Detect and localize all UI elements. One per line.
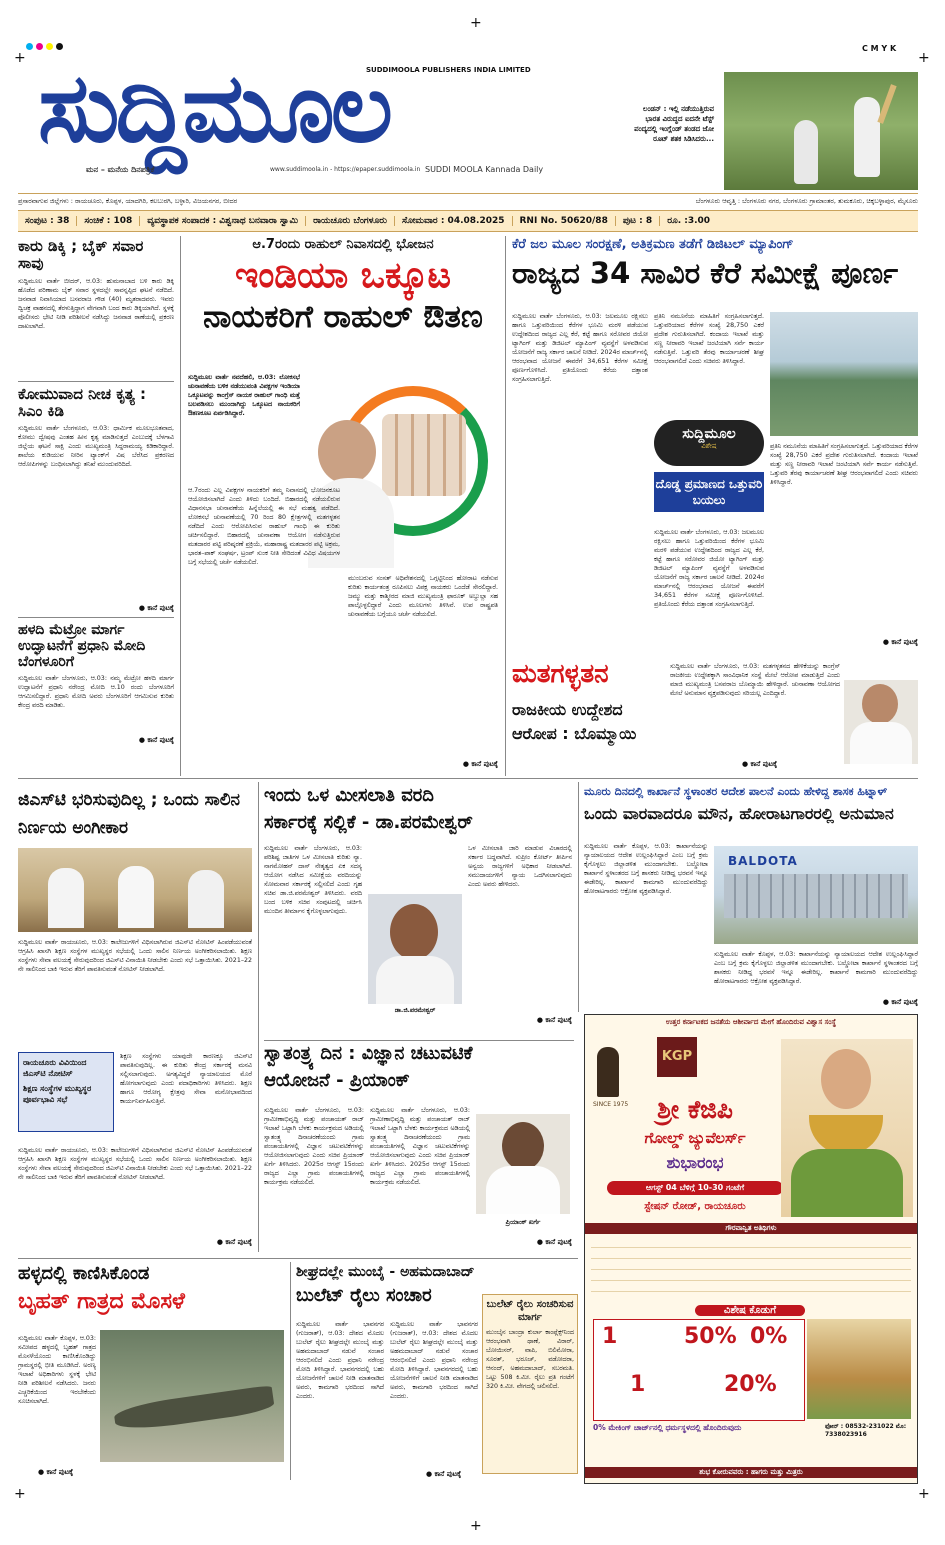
date: ಸೋಮವಾರ : 04.08.2025 [395, 216, 513, 226]
tagline: ಮನ – ಮನೆಯ ದಿನಪತ್ರಿಕೆ [86, 165, 155, 174]
headline-red: ಬೃಹತ್ ಗಾತ್ರದ ಮೊಸಳೆ [18, 1288, 185, 1314]
photo-caption: ಡಾ.ಜಿ.ಪರಮೇಶ್ವರ್ [394, 1007, 436, 1014]
gst-story [18, 786, 252, 1252]
factory-building [724, 874, 908, 918]
ad-subbrand: ಗೋಲ್ಡ್ ಜ್ಯುವೆಲರ್ಸ್ [644, 1129, 746, 1147]
article-body: ಶಿಕ್ಷಣ ಸಂಸ್ಥೆಗಳು ಯಾವುದೇ ಕಾರಣಕ್ಕೂ ಜಿಎಸ್‌ಟಿ ಪಾವತಿಸುವುದಿಲ್ಲ. ಈ ಕುರಿತು ಕೇಂದ್ರ ಸರ್ಕಾರಕ್ಕೆ ಮನವಿ ಸಲ್ಲಿಸಲಾಗುವುದು. ಅಗತ್ಯವಿದ್ದರೆ ನ್ಯಾಯಾಲಯದ ಮೊರೆ ಹೋಗಲಾಗುವುದು ಎಂದು ಪದಾಧಿಕಾರಿಗಳು ತಿಳಿಸಿದರು. ಶಿಕ್ಷಣ ಹಾಗೂ ಆರೋಗ್ಯ ಕ್ಷೇತ್ರವು ಸೇವಾ ಮನೋಭಾವದಿಂದ ಕಾರ್ಯನಿರ್ವಹಿಸುತ್ತಿವೆ. [120, 1053, 252, 1105]
ad-date: ಆಗಸ್ಟ್ 04 ಬೆಳಿಗ್ಗೆ 10-30 ಗಂಟೆಗೆ [607, 1181, 783, 1195]
places: ರಾಯಚೂರು ಬೆಂಗಳೂರು [306, 216, 395, 226]
priyank-story [264, 1044, 572, 1252]
info-point: ಶಿಕ್ಷಣ ಸಂಸ್ಥೆಗಳ ಮುಖ್ಯಸ್ಥರ ಪೂರ್ವಭಾವಿ ಸಭೆ [23, 1084, 92, 1104]
route-box [482, 1294, 578, 1474]
portrait-body [486, 1166, 560, 1214]
article-body: ಸುದ್ದಿಮೂಲ ವಾರ್ತೆ ಕೊಪ್ಪಳ, ಆ.03: ಕಾರ್ಖಾನೆಯನ್ನು ನ್ಯಾಯಾಲಯದ ಆದೇಶ ಉಲ್ಲಂಘಿಸಿದ್ದಾರೆ ಎಂಬ ಬಗ್ಗೆ ಕ್ರಮ ಕೈಗೊಳ್ಳಲು ಜಿಲ್ಲಾಡಳಿತ ಮುಂದಾಗಬೇಕು. ಬಲ್ಡೋಟಾ ಕಾರ್ಖಾನೆ ಸ್ಥಳಾಂತರದ ಬಗ್ಗೆ ಶಾಸಕರು ನೀಡಿದ್ದ ಭರವಸೆ ಇನ್ನೂ ಈಡೇರಿಲ್ಲ. ಕಾರ್ಖಾನೆ ಕಾಮಗಾರಿ ಮುಂದುವರೆದಿದ್ದು ಹೋರಾಟಗಾರರು ಆಕ್ರೋಶ ವ್ಯಕ್ತಪಡಿಸಿದ್ದಾರೆ. [584, 843, 708, 895]
person-figure [48, 868, 84, 928]
cmyk-mark: C M Y K [862, 44, 897, 53]
bommai-story [512, 660, 918, 774]
offer-percent: 20% [724, 1372, 777, 1397]
crosshair-icon: + [470, 15, 482, 31]
sports-teaser: ಲಂಡನ್ : ಇಲ್ಲಿ ನಡೆಯುತ್ತಿರುವ ಭಾರತ ವಿರುದ್ಧದ ಐದನೇ ಟೆಸ್ಟ್ ಪಂದ್ಯದಲ್ಲಿ ಇಂಗ್ಲೆಂಡ್ ತಂಡದ ಜೋ ರೂಟ್ ಶತಕ ಸಿಡಿಸಿದರು... [634, 105, 714, 143]
saree-shape [791, 1149, 903, 1217]
portrait-body [850, 722, 912, 764]
headline: ಕಾರು ಡಿಕ್ಕಿ ; ಬೈಕ್ ಸವಾರ ಸಾವು [18, 237, 144, 273]
continued-label: ● ಕಾನೆ ಪುಟಕ್ಕೆ [536, 1238, 572, 1246]
article-body: ಸುದ್ದಿಮೂಲ ವಾರ್ತೆ ಬೆಂಗಳೂರು, ಆ.03: ನಮ್ಮ ಮೆಟ್ರೋ ಹಳದಿ ಮಾರ್ಗ ಉದ್ಘಾಟನೆಗೆ ಪ್ರಧಾನಿ ನರೇಂದ್ರ ಮೋದಿ ಆ.10 ರಂದು ಬೆಂಗಳೂರಿಗೆ ಆಗಮಿಸಲಿದ್ದಾರೆ. ಪ್ರಧಾನಿ ಮೋದಿ ಅವರು ಬೆಂಗಳೂರಿಗೆ ಆಗಮಿಸುವ ಕುರಿತು ಕೇಂದ್ರ ವರದಿ ಮಾಡಿತು. [18, 675, 174, 710]
offer-number: 1 [602, 1324, 618, 1349]
photo-caption: ಪ್ರಿಯಾಂಕ್ ಖರ್ಗೆ [505, 1219, 541, 1226]
factory-sign: BALDOTA [728, 854, 798, 868]
parameshwar-story [264, 786, 572, 1036]
kgp-logo: KGP [657, 1037, 697, 1077]
ad-guests-label: ಗೌರವಾನ್ವಿತ ಅತಿಥಿಗಳು [585, 1223, 917, 1234]
headline: ಜಿಎಸ್‌ಟಿ ಭರಿಸುವುದಿಲ್ಲ ; ಒಂದು ಸಾಲಿನ ನಿರ್ಣಯ ಅಂಗೀಕಾರ [18, 790, 240, 838]
article-body: ಸುದ್ದಿಮೂಲ ವಾರ್ತೆ ಬೆಂಗಳೂರು, ಆ.03: ಪರಿಶಿಷ್ಟ ಜಾತಿಗಳ ಒಳ ಮೀಸಲಾತಿ ಕುರಿತು ನ್ಯಾ. ನಾಗಮೋಹನ್ ದಾಸ್ ನೇತೃತ್ವದ ಏಕ ಸದಸ್ಯ ಆಯೋಗ ನಡೆಸಿದ ಸಮೀಕ್ಷೆಯ ವರದಿಯನ್ನು ಸೋಮವಾರ ಸರ್ಕಾರಕ್ಕೆ ಸಲ್ಲಿಸಲಿದೆ ಎಂದು ಗೃಹ ಸಚಿವ ಡಾ.ಜಿ.ಪರಮೇಶ್ವರ್ ತಿಳಿಸಿದರು. ವರದಿ ಬಂದ ಬಳಿಕ ಸಚಿವ ಸಂಪುಟದಲ್ಲಿ ಚರ್ಚಿಸಿ ಮುಂದಿನ ತೀರ್ಮಾನ ಕೈಗೊಳ್ಳಲಾಗುವುದು. [264, 845, 362, 915]
continued-label: ● ಕಾನೆ ಪುಟಕ್ಕೆ [462, 760, 498, 768]
column-1 [18, 238, 174, 745]
crosshair-icon: + [918, 1486, 930, 1502]
crosshair-icon: + [14, 1486, 26, 1502]
headline: ರಾಜ್ಯದ 34 ಸಾವಿರ ಕೆರೆ ಸಮೀಕ್ಷೆ ಪೂರ್ಣ [512, 255, 899, 290]
kicker: ಮೂರು ದಿನದಲ್ಲಿ ಕಾರ್ಖಾನೆ ಸ್ಥಳಾಂತರ ಆದೇಶ ಪಾಲನೆ ಎಂದು ಹೇಳಿದ್ದ ಶಾಸಕ ಹಿಟ್ನಾಳ್ [584, 785, 888, 798]
ad-opening: ಶುಭಾರಂಭ [666, 1153, 724, 1172]
continued-label: ● ಕಾನೆ ಪುಟಕ್ಕೆ [882, 998, 918, 1006]
bommai-photo [844, 680, 918, 764]
ad-making-charge: 0% ಮೇಕಿಂಗ್ ಚಾರ್ಜ್‌ನಲ್ಲಿ ಧರ್ಮಸ್ಥಳದಲ್ಲಿ ಹೊಂದಿರುವುದು [593, 1423, 742, 1432]
headline: ಒಂದು ವಾರವಾದರೂ ಮೌನ, ಹೋರಾಟಗಾರರಲ್ಲಿ ಅನುಮಾನ [584, 803, 894, 823]
article-body: ಸುದ್ದಿಮೂಲ ವಾರ್ತೆ ರಾಯಚೂರು, ಆ.03: ಕಾಲೇಜುಗಳಿಗೆ ವಿಧಿಸಲಾಗಿರುವ ಜಿಎಸ್‌ಟಿ ನೋಟಿಸ್ ಹಿಂಪಡೆಯುವಂತೆ ಆಗ್ರಹಿಸಿ ಖಾಸಗಿ ಶಿಕ್ಷಣ ಸಂಸ್ಥೆಗಳ ಮುಖ್ಯಸ್ಥರ ಸಭೆಯಲ್ಲಿ ಒಂದು ಸಾಲಿನ ನಿರ್ಣಯ ಅಂಗೀಕರಿಸಲಾಯಿತು. ಶಿಕ್ಷಣ ಸಂಸ್ಥೆಗಳು ಸೇವಾ ವಲಯಕ್ಕೆ ಸೇರುವುದರಿಂದ ಜಿಎಸ್‌ಟಿ ವಿನಾಯಿತಿ ನೀಡಬೇಕು ಎಂದು ಸಭೆ ಒತ್ತಾಯಿಸಿತು. 2021–22 ನೇ ಸಾಲಿನಿಂದ ಬಾಕಿ ಇರುವ ತೆರಿಗೆ ಪಾವತಿಸುವಂತೆ ನೋಟಿಸ್ ನೀಡಲಾಗಿದೆ. [18, 1147, 252, 1181]
kicker: ಕೆರೆ ಜಲ ಮೂಲ ಸಂರಕ್ಷಣೆ, ಅತಿಕ್ರಮಣ ತಡೆಗೆ ಡಿಜಿಟಲ್ ಮ್ಯಾಪಿಂಗ್ [512, 237, 794, 252]
issue: ಸಂಚಿಕೆ : 108 [77, 216, 140, 226]
volume: ಸಂಪುಟ : 38 [18, 216, 77, 226]
portrait-head [821, 1049, 871, 1109]
portrait-head [390, 904, 438, 960]
divider [18, 1258, 578, 1259]
ad-guest-list [591, 1237, 911, 1301]
offer-percent: 50% [684, 1324, 737, 1349]
headline: ಬುಲೆಟ್ ರೈಲು ಸಂಚಾರ [296, 1285, 432, 1307]
headline: ನಾಯಕರಿಗೆ ರಾಹುಲ್ ಔತಣ [203, 299, 483, 336]
headline-red: ಇಂಡಿಯಾ ಒಕ್ಕೂಟ [234, 254, 452, 296]
ad-offer-title: ವಿಶೇಷ ಕೊಡುಗೆ [695, 1305, 805, 1316]
highlight-box: ದೊಡ್ಡ ಪ್ರಮಾಣದ ಒತ್ತುವರಿ ಬಯಲು [654, 472, 764, 512]
issue-info-bar [18, 210, 918, 232]
player-figure [794, 120, 818, 184]
badge-subtitle: ವಿಶೇಷ [701, 442, 717, 450]
divider [18, 778, 918, 779]
article-body: ಪ್ರತಿನಿ ನಮೂನೆಯ ಮಾಹಿತಿಗೆ ಸಂಗ್ರಹಿಸಲಾಗುತ್ತದೆ. ಒತ್ತುವರಿಯಾದ ಕೆರೆಗಳ ಸಂಖ್ಯೆ 28,750 ಎಕರೆ ಪ್ರದೇಶ ಗುರುತಿಸಲಾಗಿದೆ. ಕಂದಾಯ ಇಲಾಖೆ ಮತ್ತು ಸಣ್ಣ ನೀರಾವರಿ ಇಲಾಖೆ ಜಂಟಿಯಾಗಿ ಸರ್ವೆ ಕಾರ್ಯ ನಡೆಸುತ್ತಿವೆ. ಒತ್ತುವರಿ ತೆರವು ಕಾರ್ಯಾಚರಣೆ ಶೀಘ್ರ ಆರಂಭವಾಗಲಿದೆ ಎಂದು ಸಚಿವರು ತಿಳಿಸಿದ್ದಾರೆ. [654, 313, 764, 365]
continued-label: ● ಕಾನೆ ಪುಟಕ್ಕೆ [38, 1468, 74, 1476]
divider [180, 236, 181, 776]
headline: ಇಂದು ಒಳ ಮೀಸಲಾತಿ ವರದಿ [264, 785, 434, 806]
website-urls: www.suddimoola.in - https://epaper.suddimoola.in [270, 166, 421, 173]
headline: ಹಳದಿ ಮೆಟ್ರೋ ಮಾರ್ಗ ಉದ್ಘಾಟನೆಗೆ ಪ್ರಧಾನಿ ಮೋದಿ ಬೆಂಗಳೂರಿಗೆ [18, 622, 146, 671]
lakes-story [512, 238, 918, 653]
badge-title: ಸುದ್ದಿಮೂಲ [682, 426, 736, 442]
storefront-photo [807, 1319, 911, 1419]
editions-strip [18, 193, 918, 208]
ad-brand: ಶ್ರೀ ಕೆಜಿಪಿ [657, 1095, 733, 1124]
article-body: ಸುದ್ದಿಮೂಲ ವಾರ್ತೆ ಭಾವನಗರ (ಗುಜರಾತ್), ಆ.03: ದೇಶದ ಮೊದಲ ಬುಲೆಟ್ ರೈಲು ಶೀಘ್ರದಲ್ಲೇ ಮುಂಬೈ ಮತ್ತು ಅಹಮದಾಬಾದ್ ನಡುವೆ ಸಂಚಾರ ಆರಂಭಿಸಲಿದೆ ಎಂದು ಪ್ರಧಾನಿ ನರೇಂದ್ರ ಮೋದಿ ತಿಳಿಸಿದ್ದಾರೆ. ಭಾವನಗರದಲ್ಲಿ ಬಹು ಯೋಜನೆಗಳಿಗೆ ಚಾಲನೆ ನೀಡಿ ಮಾತನಾಡಿದ ಅವರು, ಕಾಮಗಾರಿ ಭರದಿಂದ ಸಾಗಿದೆ ಎಂದರು. [390, 1321, 478, 1400]
newspaper-title: ಸುದ್ದಿಮೂಲ [38, 52, 390, 164]
headline: ಸರ್ಕಾರಕ್ಕೆ ಸಲ್ಲಿಕೆ - ಡಾ.ಪರಮೇಶ್ವರ್ [264, 811, 473, 833]
meeting-photo [18, 848, 252, 932]
ad-phone: ಫೋನ್ : 08532-231022 ಮೊ: 7338023916 [825, 1423, 907, 1438]
bullet-train-story [296, 1264, 578, 1480]
divider [264, 1040, 574, 1041]
crocodile-shape [113, 1385, 275, 1433]
deity-icon [597, 1047, 619, 1097]
crosshair-icon: + [14, 50, 26, 66]
article-body: ಪ್ರತಿನಿ ನಮೂನೆಯ ಮಾಹಿತಿಗೆ ಸಂಗ್ರಹಿಸಲಾಗುತ್ತದೆ. ಒತ್ತುವರಿಯಾದ ಕೆರೆಗಳ ಸಂಖ್ಯೆ 28,750 ಎಕರೆ ಪ್ರದೇಶ ಗುರುತಿಸಲಾಗಿದೆ. ಕಂದಾಯ ಇಲಾಖೆ ಮತ್ತು ಸಣ್ಣ ನೀರಾವರಿ ಇಲಾಖೆ ಜಂಟಿಯಾಗಿ ಸರ್ವೆ ಕಾರ್ಯ ನಡೆಸುತ್ತಿವೆ. ಒತ್ತುವರಿ ತೆರವು ಕಾರ್ಯಾಚರಣೆ ಶೀಘ್ರ ಆರಂಭವಾಗಲಿದೆ ಎಂದು ಸಚಿವರು ತಿಳಿಸಿದ್ದಾರೆ. [770, 443, 918, 486]
offer-box [593, 1319, 805, 1421]
jewellery-advertisement[interactable] [584, 1014, 918, 1484]
priyank-photo [476, 1114, 570, 1214]
lake-photo [770, 312, 918, 436]
continued-label: ● ಕಾನೆ ಪುಟಕ್ಕೆ [882, 638, 918, 646]
article-body: ಸುದ್ದಿಮೂಲ ವಾರ್ತೆ ಬೆಂಗಳೂರು, ಆ.03: ಧಾರ್ಮಿಕ ಮೂಲಭೂತವಾದ, ಕೋಮು ದ್ವೇಷವು ಎಂತಹ ಹೀನ ಕೃತ್ಯ ಮಾಡಿಸುತ್ತದೆ ಎಂಬುದಕ್ಕೆ ಬೆಳಗಾವಿ ಜಿಲ್ಲೆಯ ಘಟನೆ ಸಾಕ್ಷಿ ಎಂದು ಮುಖ್ಯಮಂತ್ರಿ ಸಿದ್ದರಾಮಯ್ಯ ಕಿಡಿಕಾರಿದ್ದಾರೆ. ಶಾಲೆಯ ಕುಡಿಯುವ ನೀರಿನ ಟ್ಯಾಂಕ್‌ಗೆ ವಿಷ ಬೆರೆಸಿದ ಪ್ರಕರಣದ ಆರೋಪಿಗಳನ್ನು ಬಂಧಿಸಲಾಗಿದ್ದು ತನಿಖೆ ಮುಂದುವರಿದಿದೆ. [18, 425, 174, 468]
headline: ಆಯೋಜನೆ - ಪ್ರಿಯಾಂಕ್ [264, 1069, 410, 1091]
cricket-photo [724, 72, 918, 190]
crocodile-story [18, 1264, 284, 1480]
divider [18, 381, 174, 382]
special-badge [654, 420, 764, 466]
headline: ಕೋಮುವಾದ ನೀಚ ಕೃತ್ಯ : ಸಿಎಂ ಕಿಡಿ [18, 384, 146, 420]
player-figure [854, 97, 880, 177]
kicker: ಆ.7ರಂದು ರಾಹುಲ್ ನಿವಾಸದಲ್ಲಿ ಭೋಜನ [252, 237, 434, 252]
route-title: ಬುಲೆಟ್ ರೈಲು ಸಂಚರಿಸುವ ಮಾರ್ಗ [486, 1299, 574, 1323]
ad-since: SINCE 1975 [593, 1101, 629, 1108]
crocodile-photo [100, 1330, 284, 1462]
parameshwar-photo [368, 894, 462, 1004]
continued-label: ● ಕಾನೆ ಪುಟಕ್ಕೆ [426, 1470, 462, 1478]
portrait-head [862, 684, 898, 724]
kicker: ಶೀಘ್ರದಲ್ಲೇ ಮುಂಬೈ - ಅಹಮದಾಬಾದ್ [296, 1264, 475, 1280]
article-body: ಸುದ್ದಿಮೂಲ ವಾರ್ತೆ ಬೆಂಗಳೂರು, ಆ.03: ಮತಗಳ್ಳತನದ ಹೇಳಿಕೆಯನ್ನು ಕಾಂಗ್ರೆಸ್ ರಾಜಕೀಯ ಉದ್ದೇಶಕ್ಕಾಗಿ ಸಾಂವಿಧಾನಿಕ ಸಂಸ್ಥೆ ಮೇಲೆ ಆರೋಪ ಮಾಡುತ್ತಿದೆ ಎಂದು ಮಾಜಿ ಮುಖ್ಯಮಂತ್ರಿ ಬಸವರಾಜ ಬೊಮ್ಮಾಯಿ ಹೇಳಿದ್ದಾರೆ. ಚುನಾವಣಾ ಆಯೋಗದ ಮೇಲೆ ಅನುಮಾನ ವ್ಯಕ್ತಪಡಿಸುವುದು ಸರಿಯಲ್ಲ ಎಂದಿದ್ದಾರೆ. [670, 663, 840, 697]
divider [290, 1262, 291, 1480]
crosshair-icon: + [470, 1518, 482, 1534]
lead-story [188, 238, 498, 773]
ad-address: ಸ್ಟೇಷನ್ ರೋಡ್, ರಾಯಚೂರು [644, 1201, 746, 1212]
headline: ಹಳ್ಳದಲ್ಲಿ ಕಾಣಿಸಿಕೊಂಡ [18, 1263, 150, 1284]
crosshair-icon: + [918, 50, 930, 66]
divider [258, 782, 259, 1252]
portrait-body [376, 956, 454, 1004]
article-body: ಸುದ್ದಿಮೂಲ ವಾರ್ತೆ ಭಾವನಗರ (ಗುಜರಾತ್), ಆ.03: ದೇಶದ ಮೊದಲ ಬುಲೆಟ್ ರೈಲು ಶೀಘ್ರದಲ್ಲೇ ಮುಂಬೈ ಮತ್ತು ಅಹಮದಾಬಾದ್ ನಡುವೆ ಸಂಚಾರ ಆರಂಭಿಸಲಿದೆ ಎಂದು ಪ್ರಧಾನಿ ನರೇಂದ್ರ ಮೋದಿ ತಿಳಿಸಿದ್ದಾರೆ. ಭಾವನಗರದಲ್ಲಿ ಬಹು ಯೋಜನೆಗಳಿಗೆ ಚಾಲನೆ ನೀಡಿ ಮಾತನಾಡಿದ ಅವರು, ಕಾಮಗಾರಿ ಭರದಿಂದ ಸಾಗಿದೆ ಎಂದರು. [296, 1321, 384, 1400]
price: ರೂ. :3.00 [667, 216, 711, 226]
rni: RNI No. 50620/88 [513, 216, 616, 226]
article-body: ಸುದ್ದಿಮೂಲ ವಾರ್ತೆ ಬೆಂಗಳೂರು, ಆ.03: ಜಲಮೂಲ ರಕ್ಷಿಸಲು ಹಾಗೂ ಒತ್ತುವರಿಯಿಂದ ಕೆರೆಗಳ ಭೂಮಿ ಮರಳಿ ಪಡೆಯುವ ಉದ್ದೇಶದಿಂದ ರಾಜ್ಯದ ಎಲ್ಲ ಕೆರೆ, ಕಟ್ಟೆ ಹಾಗೂ ಸರೋವರ ಜಿಯೋ ಟ್ಯಾಗಿಂಗ್ ಮತ್ತು ಡಿಜಿಟಲ್ ಮ್ಯಾಪಿಂಗ್ ವ್ಯವಸ್ಥೆಗೆ ಅಳವಡಿಸುವ ಯೋಜನೆಗೆ ರಾಜ್ಯ ಸರ್ಕಾರ ಚಾಲನೆ ನೀಡಿದೆ. 2024ರ ಮಾರ್ಚ್‌ನಲ್ಲಿ ಆರಂಭವಾದ ಯೋಜನೆ ಈವರೆಗೆ 34,651 ಕೆರೆಗಳ ಸಮೀಕ್ಷೆ ಪೂರ್ಣಗೊಳಿಸಿದೆ. ಪ್ರತಿಯೊಂದು ಕೆರೆಯ ದತ್ತಾಂಶ ಸಂಗ್ರಹಿಸಲಾಗುತ್ತಿದೆ. [512, 313, 648, 383]
factory-photo [714, 846, 918, 944]
article-body: ಸುದ್ದಿಮೂಲ ವಾರ್ತೆ ರಾಯಚೂರು, ಆ.03: ಕಾಲೇಜುಗಳಿಗೆ ವಿಧಿಸಲಾಗಿರುವ ಜಿಎಸ್‌ಟಿ ನೋಟಿಸ್ ಹಿಂಪಡೆಯುವಂತೆ ಆಗ್ರಹಿಸಿ ಖಾಸಗಿ ಶಿಕ್ಷಣ ಸಂಸ್ಥೆಗಳ ಮುಖ್ಯಸ್ಥರ ಸಭೆಯಲ್ಲಿ ಒಂದು ಸಾಲಿನ ನಿರ್ಣಯ ಅಂಗೀಕರಿಸಲಾಯಿತು. ಶಿಕ್ಷಣ ಸಂಸ್ಥೆಗಳು ಸೇವಾ ವಲಯಕ್ಕೆ ಸೇರುವುದರಿಂದ ಜಿಎಸ್‌ಟಿ ವಿನಾಯಿತಿ ನೀಡಬೇಕು ಎಂದು ಸಭೆ ಒತ್ತಾಯಿಸಿತು. 2021–22 ನೇ ಸಾಲಿನಿಂದ ಬಾಕಿ ಇರುವ ತೆರಿಗೆ ಪಾವತಿಸುವಂತೆ ನೋಟಿಸ್ ನೀಡಲಾಗಿದೆ. [18, 939, 252, 973]
model-photo [781, 1039, 913, 1217]
continued-label: ● ಕಾನೆ ಪುಟಕ್ಕೆ [742, 760, 778, 768]
article-body: ಸುದ್ದಿಮೂಲ ವಾರ್ತೆ ಬೆಂಗಳೂರು, ಆ.03: ಜಲಮೂಲ ರಕ್ಷಿಸಲು ಹಾಗೂ ಒತ್ತುವರಿಯಿಂದ ಕೆರೆಗಳ ಭೂಮಿ ಮರಳಿ ಪಡೆಯುವ ಉದ್ದೇಶದಿಂದ ರಾಜ್ಯದ ಎಲ್ಲ ಕೆರೆ, ಕಟ್ಟೆ ಹಾಗೂ ಸರೋವರ ಜಿಯೋ ಟ್ಯಾಗಿಂಗ್ ಮತ್ತು ಡಿಜಿಟಲ್ ಮ್ಯಾಪಿಂಗ್ ವ್ಯವಸ್ಥೆಗೆ ಅಳವಡಿಸುವ ಯೋಜನೆಗೆ ರಾಜ್ಯ ಸರ್ಕಾರ ಚಾಲನೆ ನೀಡಿದೆ. 2024ರ ಮಾರ್ಚ್‌ನಲ್ಲಿ ಆರಂಭವಾದ ಯೋಜನೆ ಈವರೆಗೆ 34,651 ಕೆರೆಗಳ ಸಮೀಕ್ಷೆ ಪೂರ್ಣಗೊಳಿಸಿದೆ. ಪ್ರತಿಯೊಂದು ಕೆರೆಯ ದತ್ತಾಂಶ ಸಂಗ್ರಹಿಸಲಾಗುತ್ತಿದೆ. [654, 529, 764, 608]
continued-label: ● ಕಾನೆ ಪುಟಕ್ಕೆ [138, 604, 174, 612]
divider [18, 617, 174, 618]
article-intro: ಸುದ್ದಿಮೂಲ ವಾರ್ತೆ ನವದೆಹಲಿ, ಆ.03: ಲೋಕಸಭೆ ಚುನಾವಣೆಯ ಬಳಿಕ ನಡೆಯುವಂತಿ ವಿಪಕ್ಷಗಳ ಇಂಡಿಯಾ ಒಕ್ಕೂಟವನ್ನು ಕಾಂಗ್ರೆಸ್ ನಾಯಕ ರಾಹುಲ್ ಗಾಂಧಿ ಮತ್ತೆ ಬಲಪಡಿಸಲು ಮುಂದಾಗಿದ್ದು ಒಕ್ಕೂಟದ ನಾಯಕರಿಗೆ ಔತಣಕೂಟ ಏರ್ಪಡಿಸಿದ್ದಾರೆ. [188, 374, 300, 417]
publisher-name: SUDDIMOOLA PUBLISHERS INDIA LIMITED [366, 66, 531, 74]
masthead [0, 0, 945, 210]
person-figure [188, 870, 224, 928]
route-body: ಮುಂಬೈನ ಬಾಂದ್ರಾ ಕುರ್ಲಾ ಕಾಂಪ್ಲೆಕ್ಸ್‌ನಿಂದ ಆರಂಭವಾಗಿ ಥಾಣೆ, ವಿರಾರ್, ಬೋಯಿಸರ್, ವಾಪಿ, ಬಿಲಿಮೋರಾ, ಸೂರತ್, ಭರೂಚ್, ವಡೋದರಾ, ಆನಂದ್, ಅಹಮದಾಬಾದ್, ಸಬರಮತಿ. ಒಟ್ಟು 508 ಕಿ.ಮೀ. ರೈಲು ಪ್ರತಿ ಗಂಟೆಗೆ 320 ಕಿ.ಮೀ. ವೇಗದಲ್ಲಿ ಚಲಿಸಲಿದೆ. [486, 1329, 574, 1390]
ad-top-line: ಉತ್ತರ ಕರ್ನಾಟಕದ ಜನತೆಯ ಆಶೀರ್ವಾದ ಮೇಗೆ ಹೊಂದಿರುವ ವಿಶ್ವಾಸ ಸಂಸ್ಥೆ [665, 1018, 837, 1026]
editions-left: ಪ್ರಸಾರವಾಗುವ ಜಿಲ್ಲೆಗಳು : ರಾಯಚೂರು, ಕೊಪ್ಪಳ, ಯಾದಗಿರಿ, ಕಲಬುರಗಿ, ಬಳ್ಳಾರಿ, ವಿಜಯನಗರ, ಬೀದರ [18, 197, 238, 205]
headline: ಸ್ವಾತಂತ್ರ್ಯ ದಿನ : ವಿಜ್ಞಾನ ಚಟುವಟಿಕೆ [264, 1043, 473, 1064]
continued-label: ● ಕಾನೆ ಪುಟಕ್ಕೆ [536, 1016, 572, 1024]
info-box [18, 1052, 114, 1132]
divider [505, 236, 506, 776]
article-body: ಒಳ ಮೀಸಲಾತಿ ಜಾರಿ ಮಾಡುವ ವಿಚಾರದಲ್ಲಿ ಸರ್ಕಾರ ಬದ್ಧವಾಗಿದೆ. ಸುಪ್ರೀಂ ಕೋರ್ಟ್ ತೀರ್ಪಿನ ಅನ್ವಯ ರಾಜ್ಯಗಳಿಗೆ ಅಧಿಕಾರ ನೀಡಲಾಗಿದೆ. ಸಮುದಾಯಗಳಿಗೆ ನ್ಯಾಯ ಒದಗಿಸಲಾಗುವುದು ಎಂದು ಅವರು ಹೇಳಿದರು. [468, 845, 572, 888]
continued-label: ● ಕಾನೆ ಪುಟಕ್ಕೆ [138, 736, 174, 745]
continued-label: ● ಕಾನೆ ಪುಟಕ್ಕೆ [216, 1238, 252, 1246]
offer-zero: 0% [750, 1324, 788, 1349]
headline-red: ಮತಗಳ್ಳತನ [512, 659, 609, 689]
divider [578, 782, 579, 1012]
article-body: ಸುದ್ದಿಮೂಲ ವಾರ್ತೆ ಕೊಪ್ಪಳ, ಆ.03: ಸಮೀಪದ ಹಳ್ಳದಲ್ಲಿ ಬೃಹತ್ ಗಾತ್ರದ ಮೊಸಳೆಯೊಂದು ಕಾಣಿಸಿಕೊಂಡಿದ್ದು ಗ್ರಾಮಸ್ಥರಲ್ಲಿ ಭೀತಿ ಮೂಡಿಸಿದೆ. ಅರಣ್ಯ ಇಲಾಖೆ ಅಧಿಕಾರಿಗಳು ಸ್ಥಳಕ್ಕೆ ಭೇಟಿ ನೀಡಿ ಪರಿಶೀಲನೆ ನಡೆಸಿದರು. ಜನರು ಎಚ್ಚರಿಕೆಯಿಂದ ಇರಬೇಕೆಂದು ಸೂಚಿಸಲಾಗಿದೆ. [18, 1335, 96, 1405]
article-body: ಸುದ್ದಿಮೂಲ ವಾರ್ತೆ ಬೆಂಗಳೂರು, ಆ.03: ಗ್ರಾಮೀಣಾಭಿವೃದ್ಧಿ ಮತ್ತು ಪಂಚಾಯತ್ ರಾಜ್ ಇಲಾಖೆ ಒಟ್ಟಾಗಿ ಬೆಳಕು ಕಾರ್ಯಕ್ರಮದ ಅಡಿಯಲ್ಲಿ ಸ್ವಾತಂತ್ರ್ಯ ದಿನಾಚರಣೆಯಂದು ಗ್ರಾಮ ಪಂಚಾಯತಿಗಳಲ್ಲಿ ವಿಜ್ಞಾನ ಚಟುವಟಿಕೆಗಳನ್ನು ಆಯೋಜಿಸಲಾಗುವುದು ಎಂದು ಸಚಿವ ಪ್ರಿಯಾಂಕ್ ಖರ್ಗೆ ತಿಳಿಸಿದರು. 2025ರ ಆಗಸ್ಟ್ 15ರಂದು ರಾಜ್ಯದ ಎಲ್ಲಾ ಗ್ರಾಮ ಪಂಚಾಯತಿಗಳಲ್ಲಿ ಕಾರ್ಯಕ್ರಮ ನಡೆಯಲಿದೆ. [370, 1107, 470, 1186]
kannada-daily-label: SUDDI MOOLA Kannada Daily [425, 165, 544, 174]
bat-shape [877, 84, 896, 124]
portrait-head [502, 1122, 544, 1170]
headline: ರಾಜಕೀಯ ಉದ್ದೇಶದ ಆರೋಪ : ಬೊಮ್ಮಾಯಿ [512, 700, 637, 743]
pages: ಪುಟ : 8 [616, 216, 660, 226]
article-body: ಸುದ್ದಿಮೂಲ ವಾರ್ತೆ ಬೆಂಗಳೂರು, ಆ.03: ಗ್ರಾಮೀಣಾಭಿವೃದ್ಧಿ ಮತ್ತು ಪಂಚಾಯತ್ ರಾಜ್ ಇಲಾಖೆ ಒಟ್ಟಾಗಿ ಬೆಳಕು ಕಾರ್ಯಕ್ರಮದ ಅಡಿಯಲ್ಲಿ ಸ್ವಾತಂತ್ರ್ಯ ದಿನಾಚರಣೆಯಂದು ಗ್ರಾಮ ಪಂಚಾಯತಿಗಳಲ್ಲಿ ವಿಜ್ಞಾನ ಚಟುವಟಿಕೆಗಳನ್ನು ಆಯೋಜಿಸಲಾಗುವುದು ಎಂದು ಸಚಿವ ಪ್ರಿಯಾಂಕ್ ಖರ್ಗೆ ತಿಳಿಸಿದರು. 2025ರ ಆಗಸ್ಟ್ 15ರಂದು ರಾಜ್ಯದ ಎಲ್ಲಾ ಗ್ರಾಮ ಪಂಚಾಯತಿಗಳಲ್ಲಿ ಕಾರ್ಯಕ್ರಮ ನಡೆಯಲಿದೆ. [264, 1107, 364, 1186]
portrait-head [318, 420, 376, 484]
info-point: ರಾಯಚೂರು ವಿವಿಯಿಂದ ಜಿಎಸ್‌ಟಿ ನೋಟಿಸ್ [23, 1058, 87, 1078]
person-figure [118, 866, 154, 928]
article-body: ಸುದ್ದಿಮೂಲ ವಾರ್ತೆ ಬೀದರ್, ಆ.03: ಹುಮನಾಬಾದ ಬಳಿ ಕಾರು ಡಿಕ್ಕಿ ಹೊಡೆದ ಪರಿಣಾಮ ಬೈಕ್ ಸವಾರ ಸ್ಥಳದಲ್ಲೇ ಸಾವನ್ನಪ್ಪಿದ ಘಟನೆ ನಡೆದಿದೆ. ಜನವಾಡ ನಿವಾಸಿಯಾದ ಬಸವರಾಜ ಗೌಡ (40) ಮೃತರಾದವರು. ಇವರು ದ್ವಿಚಕ್ರ ವಾಹನದಲ್ಲಿ ತೆರಳುತ್ತಿದ್ದಾಗ ವೇಗವಾಗಿ ಬಂದ ಕಾರು ಡಿಕ್ಕಿಯಾಗಿದೆ. ಸ್ಥಳಕ್ಕೆ ಪೊಲೀಸರು ಭೇಟಿ ನೀಡಿ ಪರಿಶೀಲನೆ ನಡೆಸಿದ್ದು ಜನವಾಡ ಠಾಣೆಯಲ್ಲಿ ಪ್ರಕರಣ ದಾಖಲಾಗಿದೆ. [18, 277, 174, 330]
article-body: ಆ.7ರಂದು ಎಲ್ಲ ವಿಪಕ್ಷಗಳ ನಾಯಕರಿಗೆ ತಮ್ಮ ನಿವಾಸದಲ್ಲಿ ಭೋಜನಕೂಟ ಆಯೋಜಿಸಲಾಗಿದೆ ಎಂದು ತಿಳಿದು ಬಂದಿದೆ. ಬಿಹಾರದಲ್ಲಿ ನಡೆಯಲಿರುವ ವಿಧಾನಸಭಾ ಚುನಾವಣೆಯ ಹಿನ್ನೆಲೆಯಲ್ಲಿ ಈ ಸಭೆ ಮಹತ್ವ ಪಡೆದಿದೆ. ಲೋಕಸಭೆ ಚುನಾವಣೆಯಲ್ಲಿ 70 ರಿಂದ 80 ಕ್ಷೇತ್ರಗಳಲ್ಲಿ ಮತಗಳ್ಳತನ ನಡೆದಿದೆ ಎಂದು ಆರೋಪಿಸಿರುವ ರಾಹುಲ್ ಗಾಂಧಿ ಈ ಕುರಿತು ಚರ್ಚಿಸಲಿದ್ದಾರೆ. ಬಿಹಾರದಲ್ಲಿ ಚುನಾವಣಾ ಆಯೋಗ ನಡೆಸುತ್ತಿರುವ ಮತದಾರರ ಪಟ್ಟಿ ಪರಿಷ್ಕರಣೆ ಪ್ರಕ್ರಿಯೆ, ಮಹಾರಾಷ್ಟ್ರ ಮತದಾರರ ಪಟ್ಟಿ ಅಕ್ರಮ, ಭಾರತ–ಪಾಕ್ ಸಂಘರ್ಷ, ಟ್ರಂಪ್ ಸುಂಕ ನೀತಿ ಸೇರಿದಂತೆ ವಿವಿಧ ವಿಷಯಗಳ ಬಗ್ಗೆ ಸಭೆಯಲ್ಲಿ ಚರ್ಚೆ ನಡೆಯಲಿದೆ. [188, 487, 340, 566]
editions-right: ಬೆಂಗಳೂರು ಆವೃತ್ತಿ : ಬೆಂಗಳೂರು ನಗರ, ಬೆಂಗಳೂರು ಗ್ರಾಮಾಂತರ, ತುಮಕೂರು, ಚಿಕ್ಕಬಳ್ಳಾಪುರ, ಮೈಸೂರು [695, 197, 918, 205]
offer-number: 1 [630, 1372, 646, 1397]
leader-portraits [382, 414, 466, 496]
article-body: ಸುದ್ದಿಮೂಲ ವಾರ್ತೆ ಕೊಪ್ಪಳ, ಆ.03: ಕಾರ್ಖಾನೆಯನ್ನು ನ್ಯಾಯಾಲಯದ ಆದೇಶ ಉಲ್ಲಂಘಿಸಿದ್ದಾರೆ ಎಂಬ ಬಗ್ಗೆ ಕ್ರಮ ಕೈಗೊಳ್ಳಲು ಜಿಲ್ಲಾಡಳಿತ ಮುಂದಾಗಬೇಕು. ಬಲ್ಡೋಟಾ ಕಾರ್ಖಾನೆ ಸ್ಥಳಾಂತರದ ಬಗ್ಗೆ ಶಾಸಕರು ನೀಡಿದ್ದ ಭರವಸೆ ಇನ್ನೂ ಈಡೇರಿಲ್ಲ. ಕಾರ್ಖಾನೆ ಕಾಮಗಾರಿ ಮುಂದುವರೆದಿದ್ದು ಹೋರಾಟಗಾರರು ಆಕ್ರೋಶ ವ್ಯಕ್ತಪಡಿಸಿದ್ದಾರೆ. [714, 951, 918, 985]
hitnal-story [584, 786, 918, 1008]
editor: ವ್ಯವಸ್ಥಾಪಕ ಸಂಪಾದಕ : ವಿಶ್ವನಾಥ ಬನವಾರಾ ಸ್ವಾಮಿ [140, 216, 306, 226]
article-body: ಮುಂಬರುವ ಸಂಸತ್ ಅಧಿವೇಶನದಲ್ಲಿ ಒಗ್ಗಟ್ಟಿನಿಂದ ಹೋರಾಟ ನಡೆಸುವ ಕುರಿತು ಕಾರ್ಯತಂತ್ರ ರೂಪಿಸಲು ವಿಪಕ್ಷ ನಾಯಕರು ಒಂದೆಡೆ ಸೇರಲಿದ್ದಾರೆ. ಜಮ್ಮು ಮತ್ತು ಕಾಶ್ಮೀರದ ಮಾಜಿ ಮುಖ್ಯಮಂತ್ರಿ ಫಾರೂಕ್ ಅಬ್ದುಲ್ಲಾ ಸಹ ಪಾಲ್ಗೊಳ್ಳಲಿದ್ದಾರೆ ಎಂದು ಮೂಲಗಳು ತಿಳಿಸಿವೆ. ಉಪ ರಾಷ್ಟ್ರಪತಿ ಚುನಾವಣೆಯ ಬಗ್ಗೆಯೂ ಚರ್ಚೆ ನಡೆಯಲಿದೆ. [348, 575, 498, 618]
ad-footer: ಶುಭ ಕೋರುವವರು : ಹಾಗರು ಮತ್ತು ಮಿತ್ರರು [585, 1467, 917, 1478]
